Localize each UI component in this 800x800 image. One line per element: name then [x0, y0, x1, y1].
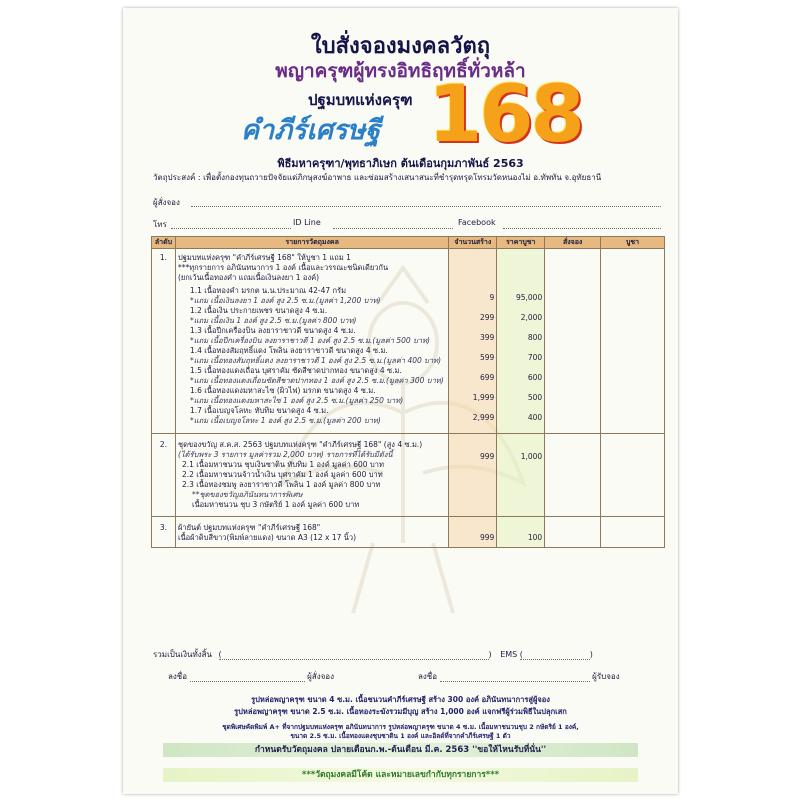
group-title: ผ้ายันต์ ปฐมบทแห่งครุฑ "คำภีร์เศรษฐี 168"	[177, 523, 321, 532]
quantity-cell	[449, 249, 497, 434]
sign-label: ลงชื่อ	[418, 672, 438, 681]
list-item: เนื้อมหาชนวน ชุบ 3 กษัตริย์ 1 องค์ มูลค่า 600 บาท	[191, 500, 360, 509]
price-value: 1,000	[497, 434, 545, 517]
receiver-signature-field[interactable]	[440, 672, 590, 682]
list-item: เนื้อผ้าดิบสีขาว(พิมพ์ลายแดง) ขนาด A3 (12 x 17 นิ้ว)	[177, 533, 357, 542]
quantity-value: 1,999	[472, 393, 495, 402]
quantity-value: 699	[479, 373, 495, 382]
list-item	[178, 306, 446, 326]
group-title: ปฐมบทแห่งครุฑ "คำภีร์เศรษฐี 168" ให้บูชา 1 แถม 1	[177, 253, 351, 262]
info-line: รูปหล่อพญาครุฑ ขนาด 2.5 ซ.ม. เนื้อทองระฆังรวมมีบุญ สร้าง 1,000 องค์ แจกฟรีผู้ร่วมพิธีในปลุกเสก	[234, 707, 567, 716]
item-label: 1.6 เนื้อทองแดงมหาสะไซ (ผิวไฟ) มรกต ขนาดสูง 4 ซ.ม.	[189, 386, 376, 395]
phone-field[interactable]	[171, 228, 291, 229]
item-label: 1.4 เนื้อทองสัมฤทธิ์แดง โพลิน ลงยาราชาวดี ขนาดสูง 4 ซ.ม.	[189, 346, 388, 355]
row-number: 2.	[152, 434, 176, 517]
group-note: **ชุดของขวัญอภินันทนาการพิเศษ	[191, 490, 303, 499]
list-item	[178, 366, 446, 386]
item-bonus: *แถม เนื้อเงิน 1 องค์ สูง 2.5 ซ.ม.(มูลค่า 800 บาท)	[189, 316, 357, 325]
phone-label: โทร	[153, 220, 167, 229]
series-number: 168	[428, 70, 582, 160]
row-number: 3.	[152, 517, 176, 548]
item-bonus: *แถม เนื้อเงินลงยา 1 องค์ สูง 2.5 ซ.ม.(มูลค่า 1,200 บาท)	[189, 296, 381, 305]
orderer-signature-field[interactable]	[190, 672, 305, 682]
group-note: (ยกเว้นเนื้อทองคำ แถมเนื้อเงินลงยา 1 องค์)	[177, 273, 320, 282]
price-value: 700	[527, 353, 543, 362]
price-value: 800	[527, 333, 543, 342]
form-title: ใบสั่งจองมงคลวัตถุ	[310, 34, 491, 59]
form-subtitle: พญาครุฑผู้ทรงอิทธิฤทธิ์ทั่วหล้า	[275, 60, 526, 82]
code-note-banner: ***วัตถุมงคลมีโค้ด และหมายเลขกำกับทุกรายการ***	[163, 768, 638, 782]
total-cell[interactable]	[601, 517, 665, 548]
price-value: 400	[527, 413, 543, 422]
price-cell	[497, 249, 545, 434]
total-label: รวมเป็นเงินทั้งสิ้น	[153, 650, 212, 659]
price-value: 500	[527, 393, 543, 402]
item-bonus: *แถม เนื้อเบญจโลหะ 1 องค์ สูง 2.5 ซ.ม.(มูลค่า 200 บาท)	[189, 416, 381, 425]
price-value: 2,000	[520, 313, 543, 322]
orderer-field[interactable]	[191, 206, 661, 207]
list-item: 2.1 เนื้อมหาชนวน ชุบเงินซาติน ทับทิม 1 องค์ มูลค่า 600 บาท	[181, 460, 384, 469]
col-header-no: ลำดับ	[152, 237, 176, 249]
list-item	[178, 346, 446, 366]
receiver-signature	[418, 670, 620, 683]
list-item	[178, 286, 446, 306]
quantity-value: 599	[479, 353, 495, 362]
item-cell	[175, 434, 448, 517]
series-name: คำภีร์เศรษฐี	[241, 115, 381, 146]
price-value: 600	[527, 373, 543, 382]
col-header-total: บูชา	[601, 237, 665, 249]
total-row: รวมเป็นเงินทั้งสิ้น ( ) EMS ( )	[153, 650, 593, 659]
facebook-label: Facebook	[458, 218, 496, 227]
orderer-signature	[168, 670, 334, 683]
item-bonus: *แถม เนื้อปีกเครื่องบิน ลงยาราชาวดี 1 องค์ สูง 2.5 ซ.ม.(มูลค่า 500 บาท)	[189, 336, 430, 345]
order-cell[interactable]	[545, 249, 601, 434]
purpose-line: วัตถุประสงค์ : เพื่อตั้งกองทุนถวายปัจจัยแด่ภิกษุสงฆ์อาพาธ และซ่อมสร้างเสนาสนะที่ชำรุดทรุดโทรมวัดหนองไม่ อ.ทัพทัน จ.อุทัยธานี	[153, 173, 602, 182]
quantity-value: 999	[449, 434, 497, 517]
price-value: 95,000	[515, 293, 543, 302]
item-bonus: *แถม เนื้อทองสัมฤทธิ์แดง ลงยาราชาวดี 1 องค์ สูง 2.5 ซ.ม.(มูลค่า 400 บาท)	[189, 356, 442, 365]
item-label: 1.1 เนื้อทองคำ มรกต น.น.ประมาณ 42-47 กรัม	[189, 286, 347, 295]
list-item	[178, 326, 446, 346]
group-title: ชุดของขวัญ ส.ค.ส. 2563 ปฐมบทแห่งครุฑ "คำภีร์เศรษฐี 168" (สูง 4 ซ.ม.)	[177, 440, 423, 449]
item-label: 1.7 เนื้อเบญจโลหะ ทับทิม ขนาดสูง 4 ซ.ม.	[189, 406, 329, 415]
quantity-value: 399	[479, 333, 495, 342]
quantity-value: 9	[489, 293, 495, 302]
quantity-value: 2,999	[472, 413, 495, 422]
order-table	[151, 236, 665, 548]
line-id-field[interactable]	[333, 228, 453, 229]
item-label: 1.2 เนื้อเงิน ประกายเพชร ขนาดสูง 4 ซ.ม.	[189, 306, 328, 315]
list-item: 2.3 เนื้อทองชมพู ลงยาราชาวดี โพลิน 1 องค์ มูลค่า 800 บาท	[181, 480, 381, 489]
facebook-field[interactable]	[503, 228, 661, 229]
line-id-label: ID Line	[293, 218, 321, 227]
group-note: ***ทุกรายการ อภินันทนาการ 1 องค์ เนื้อและวรรณะชนิดเดียวกัน	[177, 263, 389, 272]
group-note: (ได้รับพระ 3 รายการ มูลค่ารวม 2,000 บาท) รายการที่ได้รับมีดังนี้	[177, 450, 393, 459]
order-cell[interactable]	[545, 434, 601, 517]
col-header-item: รายการวัตถุมงคล	[175, 237, 448, 249]
total-cell[interactable]	[601, 249, 665, 434]
info-line: ชุดพิเศษคัดพิมพ์ A+ ที่จากปฐมบทแห่งครุฑ อภินันทนาการ รูปหล่อพญาครุฑ ขนาด 4 ซ.ม. เนื้อมหาชนวนชุบ 2 กษัตริย์ 1 องค์,	[222, 723, 579, 731]
receiver-role-label: ผู้รับจอง	[592, 672, 620, 681]
order-cell[interactable]	[545, 517, 601, 548]
list-item: 2.2 เนื้อมหาชนวนจ้าวน้ำเงิน บุศราคัม 1 องค์ มูลค่า 600 บาท	[181, 470, 383, 479]
edition-title: ปฐมบทแห่งครุฑ	[308, 91, 413, 109]
item-bonus: *แถม เนื้อทองแดงเถื่อนซัดสีชาดปากทอง 1 องค์ สูง 2.5 ซ.ม.(มูลค่า 300 บาท)	[189, 376, 444, 385]
info-line: รูปหล่อพญาครุฑ ขนาด 4 ซ.ม. เนื้อชนวนคำภีร์เศรษฐี สร้าง 300 องค์ อภินันทนาการสู่ผู้จอง	[251, 695, 550, 704]
item-label: 1.3 เนื้อปีกเครื่องบิน ลงยาราชาวดี ขนาดสูง 4 ซ.ม.	[189, 326, 356, 335]
orderer-role-label: ผู้สั่งจอง	[307, 672, 335, 681]
col-header-quantity: จำนวนสร้าง	[449, 237, 497, 249]
ems-label: EMS	[500, 650, 518, 659]
quantity-value: 299	[479, 313, 495, 322]
sign-label: ลงชื่อ	[168, 672, 188, 681]
row-number: 1.	[152, 249, 176, 434]
quantity-value: 999	[449, 517, 497, 548]
table-header-row	[152, 237, 665, 249]
table-row	[152, 434, 665, 517]
ceremony-line: พิธีมหาครุฑา/พุทธาภิเษก ต้นเดือนกุมภาพันธ์ 2563	[277, 157, 524, 170]
table-row	[152, 249, 665, 434]
col-header-price: ราคาบูชา	[497, 237, 545, 249]
info-line: ขนาด 2.5 ซ.ม. เนื้อทองแดงชุบซาติน 1 องค์ และอิลด์ที่จากคำภีร์เศรษฐี 1 ตัว	[290, 732, 511, 740]
item-cell	[175, 517, 448, 548]
orderer-label: ผู้สั่งจอง	[153, 198, 180, 207]
ems-field[interactable]: (	[520, 650, 590, 660]
item-bonus: *แถม เนื้อทองแดงมหาสะไซ 1 องค์ สูง 2.5 ซ.ม.(มูลค่า 250 บาท)	[189, 396, 404, 405]
list-item	[178, 386, 446, 406]
col-header-order: สั่งจอง	[545, 237, 601, 249]
price-value: 100	[497, 517, 545, 548]
item-cell	[175, 249, 448, 434]
item-label: 1.5 เนื้อทองแดงเถื่อน บุศราคัม ซัดสีชาดปากทอง ขนาดสูง 4 ซ.ม.	[189, 366, 402, 375]
table-row	[152, 517, 665, 548]
deadline-banner: กำหนดรับวัตถุมงคล ปลายเดือนก.พ.-ต้นเดือน มี.ค. 2563 ''ขอให้ไหนรับที่นั่น''	[163, 743, 638, 757]
total-amount-field[interactable]: (	[219, 650, 489, 660]
order-form-page	[123, 8, 678, 794]
list-item	[178, 406, 446, 426]
total-cell[interactable]	[601, 434, 665, 517]
